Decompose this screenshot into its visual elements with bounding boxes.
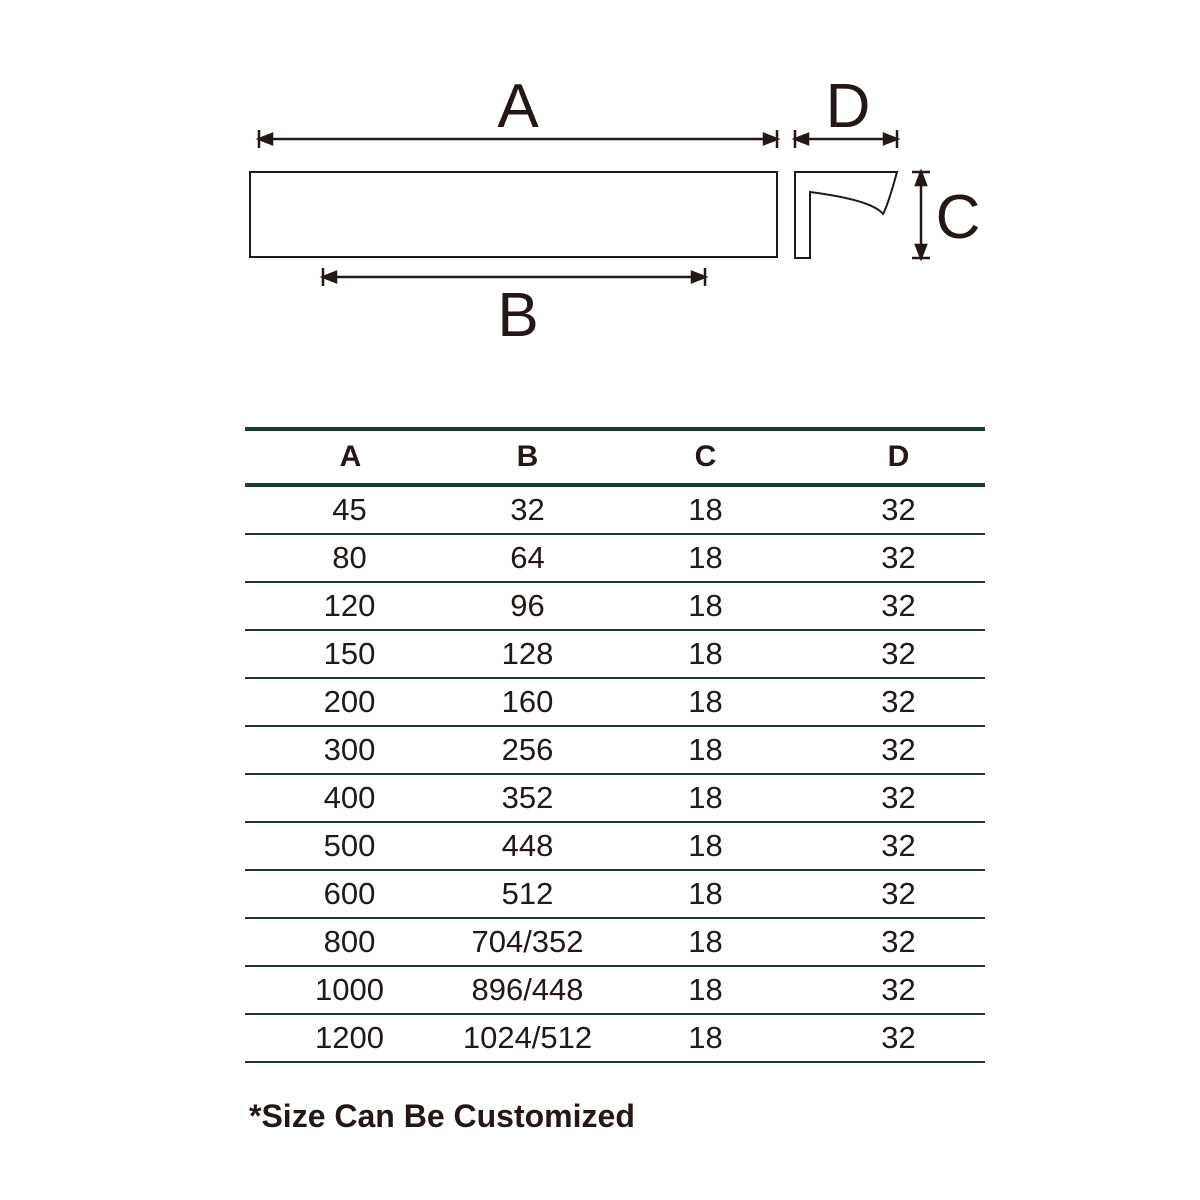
cell-c: 18	[599, 870, 812, 918]
table-row	[245, 678, 985, 726]
table-row	[245, 870, 985, 918]
cell-d: 32	[812, 678, 985, 726]
cell-c: 18	[599, 678, 812, 726]
cell-a: 400	[245, 774, 456, 822]
cell-b: 352	[456, 774, 599, 822]
cell-d: 32	[812, 966, 985, 1014]
dimension-b-label: B	[497, 281, 539, 350]
cell-d: 32	[812, 1014, 985, 1062]
cell-d: 32	[812, 534, 985, 582]
cell-b: 896/448	[456, 966, 599, 1014]
cell-d: 32	[812, 630, 985, 678]
cell-b: 96	[456, 582, 599, 630]
handle-side-profile	[795, 172, 897, 258]
table-row	[245, 822, 985, 870]
cell-a: 1200	[245, 1014, 456, 1062]
cell-b: 448	[456, 822, 599, 870]
cell-c: 18	[599, 726, 812, 774]
handle-dimension-diagram	[0, 0, 1200, 360]
dimension-a-label: A	[497, 72, 539, 141]
cell-c: 18	[599, 582, 812, 630]
cell-a: 600	[245, 870, 456, 918]
table-row	[245, 485, 985, 534]
cell-a: 80	[245, 534, 456, 582]
table-row	[245, 918, 985, 966]
cell-a: 300	[245, 726, 456, 774]
cell-b: 704/352	[456, 918, 599, 966]
cell-a: 200	[245, 678, 456, 726]
column-header-d: D	[812, 429, 985, 485]
cell-b: 512	[456, 870, 599, 918]
cell-c: 18	[599, 630, 812, 678]
cell-c: 18	[599, 534, 812, 582]
dimension-d-label: D	[825, 72, 871, 141]
dimension-c-label: C	[935, 183, 981, 252]
cell-c: 18	[599, 918, 812, 966]
cell-a: 120	[245, 582, 456, 630]
cell-d: 32	[812, 485, 985, 534]
table-row	[245, 774, 985, 822]
cell-a: 800	[245, 918, 456, 966]
table-header-row	[245, 429, 985, 485]
cell-a: 45	[245, 485, 456, 534]
cell-b: 256	[456, 726, 599, 774]
table-row	[245, 1014, 985, 1062]
table-row	[245, 966, 985, 1014]
table-body	[245, 485, 985, 1062]
size-table	[245, 427, 985, 1063]
cell-c: 18	[599, 966, 812, 1014]
column-header-a: A	[245, 429, 456, 485]
cell-c: 18	[599, 774, 812, 822]
cell-d: 32	[812, 582, 985, 630]
cell-b: 64	[456, 534, 599, 582]
customization-note: *Size Can Be Customized	[249, 1098, 635, 1134]
column-header-b: B	[456, 429, 599, 485]
cell-c: 18	[599, 485, 812, 534]
cell-a: 500	[245, 822, 456, 870]
dimension-c-arrow	[912, 172, 930, 258]
cell-b: 1024/512	[456, 1014, 599, 1062]
column-header-c: C	[599, 429, 812, 485]
cell-d: 32	[812, 822, 985, 870]
table-row	[245, 582, 985, 630]
cell-c: 18	[599, 822, 812, 870]
table-row	[245, 726, 985, 774]
table-row	[245, 534, 985, 582]
cell-a: 150	[245, 630, 456, 678]
handle-front-view	[250, 172, 777, 257]
cell-a: 1000	[245, 966, 456, 1014]
cell-d: 32	[812, 870, 985, 918]
table-row	[245, 630, 985, 678]
cell-b: 128	[456, 630, 599, 678]
cell-d: 32	[812, 726, 985, 774]
cell-d: 32	[812, 918, 985, 966]
cell-d: 32	[812, 774, 985, 822]
cell-b: 160	[456, 678, 599, 726]
cell-c: 18	[599, 1014, 812, 1062]
cell-b: 32	[456, 485, 599, 534]
